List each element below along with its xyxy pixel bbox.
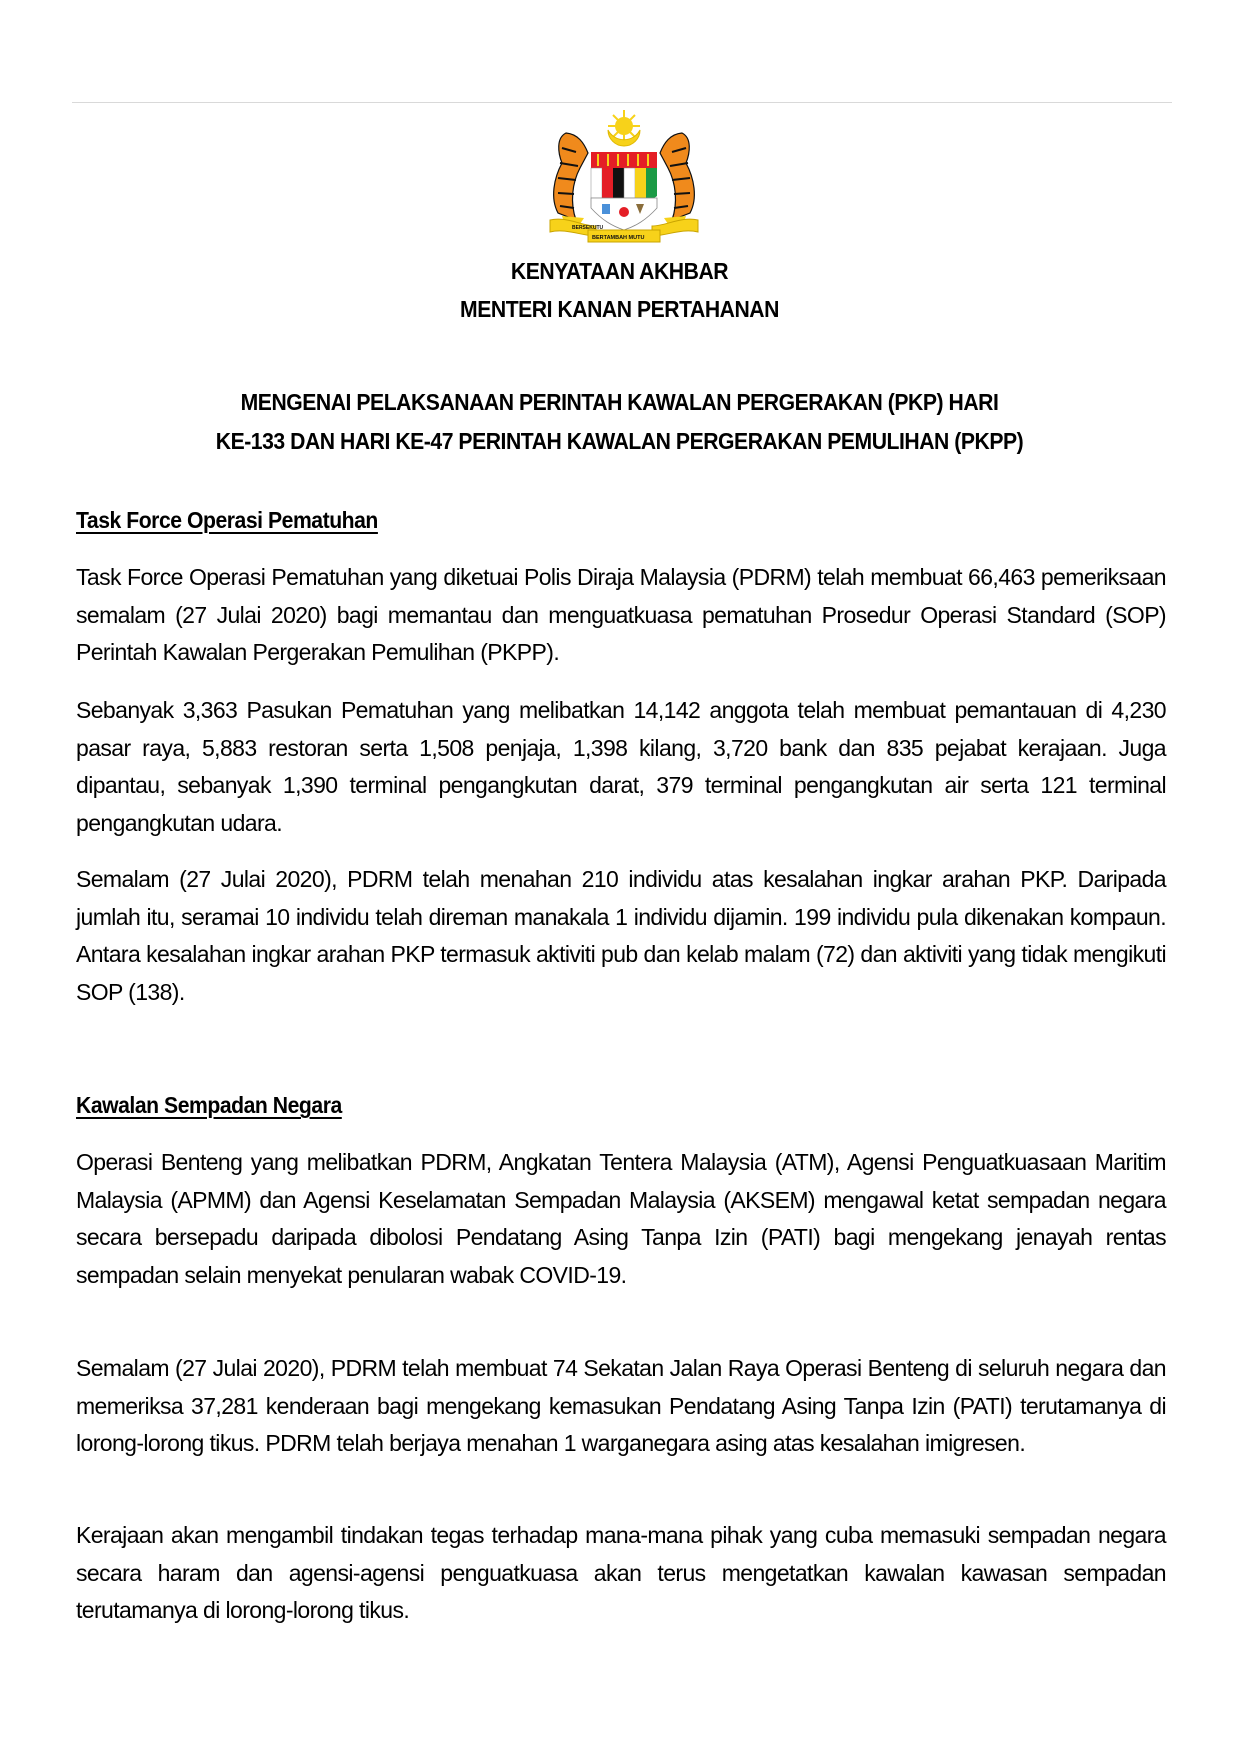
tiger-left-icon	[554, 133, 588, 224]
paragraph: Kerajaan akan mengambil tindakan tegas terhadap mana-mana pihak yang cuba memasuki sempadan negara secara haram dan agensi-agensi penguatkuasa akan terus mengetatkan kawalan kawasan sempadan terutamanya di lorong-lorong tikus.	[76, 1522, 1166, 1623]
paragraph: Semalam (27 Julai 2020), PDRM telah menahan 210 individu atas kesalahan ingkar arahan PKP. Daripada jumlah itu, seramai 10 individu telah direman manakala 1 individu dijamin. 199 individu pula dikenakan kompaun. Antara kesalahan ingkar arahan PKP termasuk aktiviti pub dan kelab malam (72) dan aktiviti yang tidak mengikuti SOP (138).	[76, 866, 1166, 1005]
paragraph: Semalam (27 Julai 2020), PDRM telah membuat 74 Sekatan Jalan Raya Operasi Benteng di seluruh negara dan memeriksa 37,281 kenderaan bagi mengekang kemasukan Pendatang Asing Tanpa Izin (PATI) terutamanya di lorong-lorong tikus. PDRM telah berjaya menahan 1 warganegara asing atas kesalahan imigresen.	[76, 1355, 1166, 1456]
malaysia-coat-of-arms-icon	[536, 108, 712, 246]
subject-line-1: MENGENAI PELAKSANAAN PERINTAH KAWALAN PERGERAKAN (PKP) HARI	[240, 389, 999, 415]
paragraph: Task Force Operasi Pematuhan yang diketuai Polis Diraja Malaysia (PDRM) telah membuat 66,463 pemeriksaan semalam (27 Julai 2020) bagi memantau dan menguatkuasa pematuhan Prosedur Operasi Standard (SOP) Perintah Kawalan Pergerakan Pemulihan (PKPP).	[76, 564, 1166, 665]
paragraph: Operasi Benteng yang melibatkan PDRM, Angkatan Tentera Malaysia (ATM), Agensi Penguatkuasaan Maritim Malaysia (APMM) dan Agensi Keselamatan Sempadan Malaysia (AKSEM) mengawal ketat sempadan negara secara bersepadu daripada dibolosi Pendatang Asing Tanpa Izin (PATI) bagi mengekang jenayah rentas sempadan selain menyekat penularan wabak COVID-19.	[76, 1149, 1166, 1288]
paragraph: Sebanyak 3,363 Pasukan Pematuhan yang melibatkan 14,142 anggota telah membuat pemantauan di 4,230 pasar raya, 5,883 restoran serta 1,508 penjaja, 1,398 kilang, 3,720 bank dan 835 pejabat kerajaan. Juga dipantau, sebanyak 1,390 terminal pengangkutan darat, 379 terminal pengangkutan air serta 121 terminal pengangkutan udara.	[76, 697, 1166, 836]
ministry-title: MENTERI KANAN PERTAHANAN	[460, 296, 779, 322]
section-heading-task-force: Task Force Operasi Pematuhan	[76, 507, 378, 533]
section-heading-border-control: Kawalan Sempadan Negara	[76, 1092, 342, 1118]
motto-left-text: BERSEKUTU	[572, 225, 604, 231]
header-divider	[72, 102, 1172, 103]
subject-line-2: KE-133 DAN HARI KE-47 PERINTAH KAWALAN PERGERAKAN PEMULIHAN (PKPP)	[215, 428, 1024, 454]
motto-bottom-text: BERTAMBAH MUTU	[592, 235, 645, 241]
press-release-title: KENYATAAN AKHBAR	[510, 258, 729, 284]
tiger-right-icon	[660, 133, 694, 224]
shield-icon	[591, 152, 657, 230]
